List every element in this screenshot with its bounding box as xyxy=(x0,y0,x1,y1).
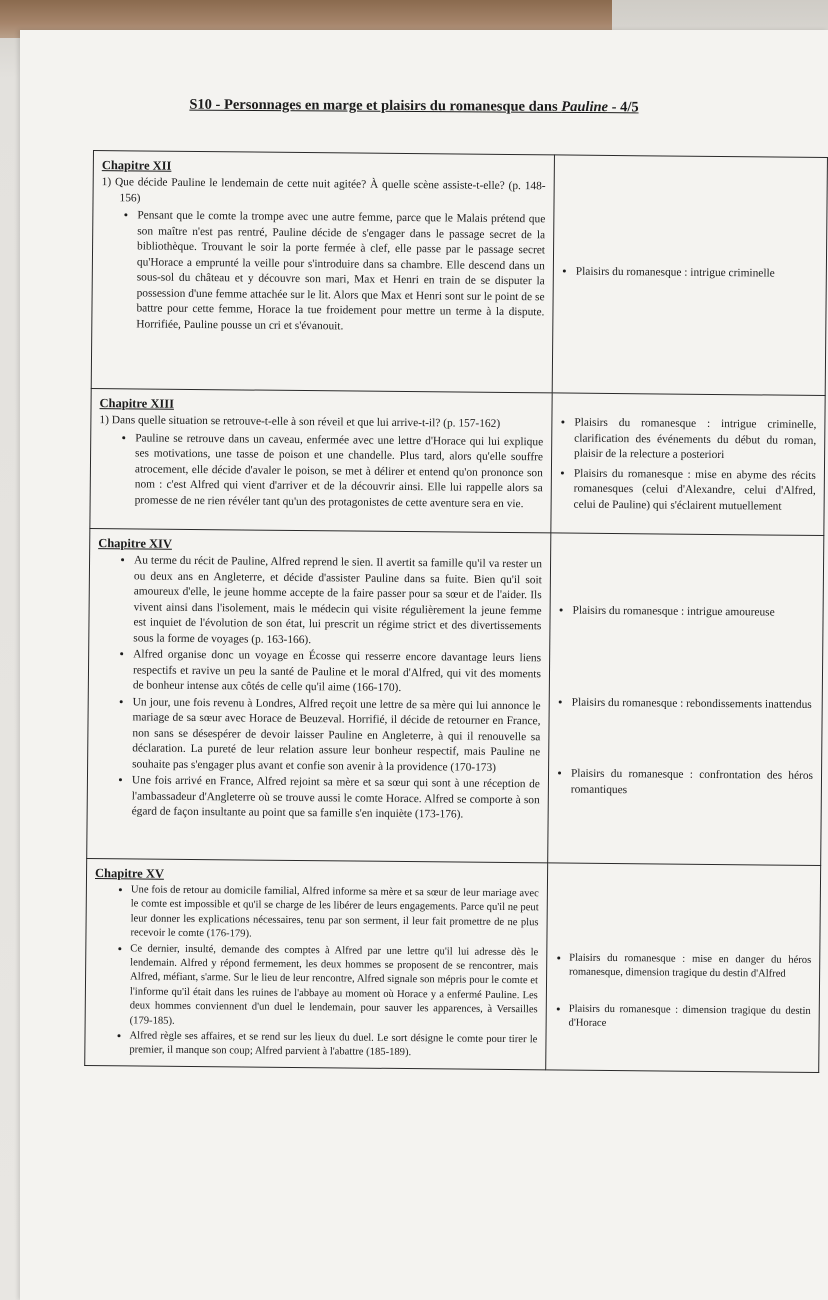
summary-cell xyxy=(85,858,548,1069)
note-item: • Plaisirs du romanesque : intrigue amoureuse xyxy=(572,604,814,622)
summary-item: • Une fois arrivé en France, Alfred rejoint sa mère et sa sœur qui sont à une réception de l'ambassadeur d'Angleterre où se trouve aussi le comte Horace. Alfred se comporte à son égard de façon insultante au point que sa famille s'en inquiète (173-176). xyxy=(132,773,540,823)
chapter-title: Chapitre XV xyxy=(94,866,164,881)
chapter-row-14 xyxy=(87,528,824,865)
chapter-title: Chapitre XII xyxy=(101,158,172,173)
chapter-row-12 xyxy=(91,151,827,396)
summary-list xyxy=(99,431,544,513)
note-item: • Plaisirs du romanesque : confrontation des héros romantiques xyxy=(571,767,813,800)
chapter-row-13 xyxy=(90,388,825,535)
summary-item: • Alfred règle ses affaires, et se rend sur les lieux du duel. Le sort désigne le comte pour tirer le premier, il manque son coup; Alfred parvient à l'abattre (185-189). xyxy=(129,1029,537,1062)
note-item: • Plaisirs du romanesque : rebondissements inattendus xyxy=(572,695,814,713)
notes-list xyxy=(559,415,816,514)
notes-cell xyxy=(548,533,824,866)
chapter-row-15 xyxy=(85,858,821,1072)
summary-item: • Pensant que le comte la trompe avec une autre femme, parce que le Malais prétend que son maître n'est pas rentré, Pauline décide de s'engager dans le passage secret de la bibliothèque. Trouvant le soir la porte fermée à clef, elle passe par le passage secret qu'Horace a emprunté la veille pour s'introduire dans sa chambre. Elle descend dans un sous-sol du château et y découvre son mari, Max et Henri en train de se disputer la possession d'une femme attachée sur le lit. Alors que Max et Henri sont sur le point de se battre pour cette femme, Horace la tue froidement pour mettre un terme à la dispute. Horrifiée, Pauline pousse un cri et s'évanouit. xyxy=(136,208,545,336)
notes-cell xyxy=(546,863,821,1072)
chapter-table xyxy=(84,150,828,1073)
summary-list xyxy=(100,208,545,336)
summary-item: • Au terme du récit de Pauline, Alfred reprend le sien. Il avertit sa famille qu'il va rester un ou deux ans en Angleterre, et décide d'assister Pauline dans sa fuite. Bien qu'il soit amoureux d'elle, le jeune homme accepte de la faire passer pour sa sœur et de l'aider. Ils vivent ainsi dans l'isolement, mais le médecin qui visite régulièrement la jeune femme est inquiet de l'évolution de son état, lui prescrit un régime strict et des divertissements sous la forme de voyages (p. 163-166). xyxy=(133,553,542,650)
summary-cell xyxy=(91,151,554,393)
notes-cell xyxy=(552,155,827,396)
summary-list xyxy=(93,883,539,1062)
summary-cell xyxy=(87,528,551,862)
summary-item: • Pauline se retrouve dans un caveau, enfermée avec une lettre d'Horace qui lui explique ses motivations, une tasse de poison et une chandelle. Plus tard, alors qu'elle souffre atrocement, elle décide d'avaler le poison, se met à délirer et entend qu'on prononce son nom : c'est Alfred qui vient d'arriver et de la découvrir ainsi. Elle lui rappelle alors sa promesse de ne rien révéler tant qu'un des protagonistes de cette aventure sera en vie. xyxy=(135,431,544,512)
notes-cell xyxy=(551,393,825,536)
summary-cell xyxy=(90,388,552,532)
summary-item: • Alfred organise donc un voyage en Écosse qui resserre encore davantage leurs liens respectifs et ravive un peu la santé de Pauline et le moral d'Alfred, qui vit des moments de bonheur intense aux côtés de celle qu'il aime (166-170). xyxy=(133,647,541,697)
note-item: • Plaisirs du romanesque : mise en danger du héros romanesque, dimension tragique du destin d'Alfred xyxy=(569,952,811,983)
summary-item: • Ce dernier, insulté, demande des comptes à Alfred par une lettre qu'il lui adresse dès le lendemain. Alfred y répond fermement, les deux hommes se proposent de se rencontrer, mais Alfred, méfiant, s'arme. Sur le lieu de leur rencontre, Alfred signale son mépris pour le comte et l'informe qu'il était dans les ruines de l'abbaye au moment où Horace y a enfermé Pauline. Les deux hommes conviennent d'un duel le lendemain, pour sauver les apparences, à Versailles (179-185). xyxy=(130,942,539,1032)
chapter-question: 1) Dans quelle situation se retrouve-t-elle à son réveil et que lui arrive-t-il? (p. 157-162) xyxy=(99,414,501,430)
summary-item: • Une fois de retour au domicile familial, Alfred informe sa mère et sa sœur de leur mariage avec le comte est impossible et qu'il se charge de les libérer de leurs engagements. Parce qu'il ne peut leur donner les explications nécessaires, tenu par son serment, il leur fait promettre de ne plus recevoir le comte (176-179). xyxy=(130,883,538,945)
summary-item: • Un jour, une fois revenu à Londres, Alfred reçoit une lettre de sa mère qui lui annonce le mariage de sa sœur avec Horace de Beuzeval. Horrifié, il décide de retourner en France, non sans se désespérer de devoir laisser Pauline en Angleterre, à qui il renouvelle sa déclaration. La pureté de leur relation assure leur bonheur respectif, mais Pauline ne souhaite pas s'engager plus avant et confie son avenir à la providence (170-173) xyxy=(132,695,541,776)
note-item: • Plaisirs du romanesque : intrigue criminelle xyxy=(576,264,818,282)
chapter-title: Chapitre XIV xyxy=(98,536,173,551)
notes-list xyxy=(555,951,812,1033)
note-item: • Plaisirs du romanesque : intrigue criminelle, clarification des événements du début du roman, plaisir de la relecture a posteriori xyxy=(574,416,816,465)
page-title: S10 - Personnages en marge et plaisirs du romanesque dans Pauline - 4/5 xyxy=(189,96,639,116)
note-item: • Plaisirs du romanesque : dimension tragique du destin d'Horace xyxy=(569,1002,811,1033)
note-item: • Plaisirs du romanesque : mise en abyme des récits romanesques (celui d'Alexandre, celui d'Alfred, celui de Pauline) qui s'éclairent mutuellement xyxy=(573,466,815,515)
summary-list xyxy=(96,553,542,824)
notes-list xyxy=(562,264,818,282)
chapter-title: Chapitre XIII xyxy=(99,396,175,411)
chapter-question: 1) Que décide Pauline le lendemain de cette nuit agitée? À quelle scène assiste-t-elle? (p. 148-156) xyxy=(101,176,546,204)
notes-list xyxy=(557,603,815,799)
